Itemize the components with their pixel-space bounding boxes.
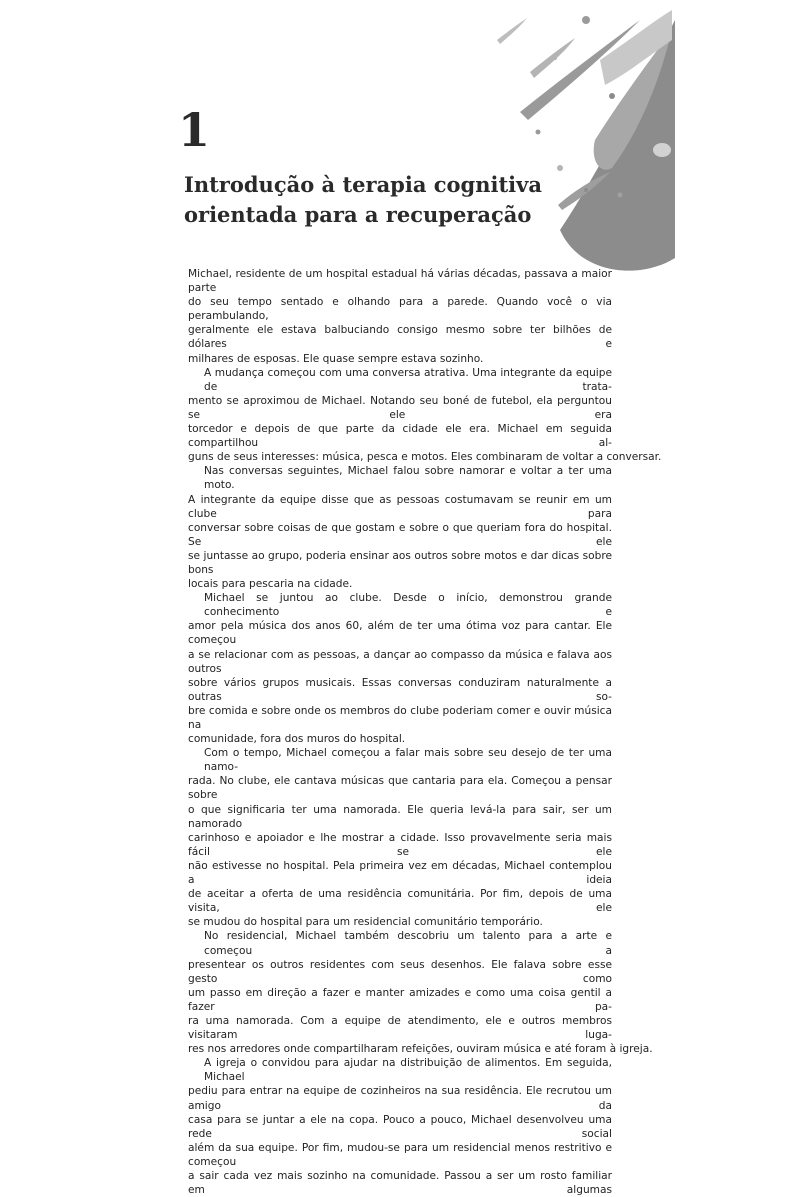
body-line: bre comida e sobre onde os membros do clube poderiam comer e ouvir música na [188, 704, 612, 731]
body-line: a sair cada vez mais sozinho na comunidade. Passou a ser um rosto familiar em algumas [188, 1170, 612, 1197]
body-line: Michael, residente de um hospital estadual há várias décadas, passava a maior parte [188, 268, 612, 295]
chapter-number: 1 [178, 103, 211, 157]
chapter-title [184, 170, 614, 230]
decor-dot [639, 157, 645, 163]
body-line: res nos arredores onde compartilharam refeições, ouviram música e até foram à igreja. [188, 1043, 653, 1056]
body-line: A mudança começou com uma conversa atrativa. Uma integrante da equipe de trata- [204, 366, 612, 393]
body-line: Michael se juntou ao clube. Desde o início, demonstrou grande conhecimento e [204, 592, 612, 619]
body-line: a se relacionar com as pessoas, a dançar ao compasso da música e falava aos outros [188, 648, 612, 675]
body-line: conversar sobre coisas de que gostam e sobre o que queriam fora do hospital. Se ele [188, 521, 612, 548]
body-line: sobre vários grupos musicais. Essas conversas conduziram naturalmente a outras so- [188, 676, 612, 703]
body-line: rada. No clube, ele cantava músicas que cantaria para ela. Começou a pensar sobre [188, 775, 612, 802]
body-line: um passo em direção a fazer e manter amizades e como uma coisa gentil a fazer pa- [188, 986, 612, 1013]
chapter-title-line: orientada para a recuperação [184, 202, 532, 227]
decor-dot [618, 193, 623, 198]
body-line: guns de seus interesses: música, pesca e motos. Eles combinaram de voltar a conversar. [188, 451, 662, 464]
body-line: carinhoso e apoiador e lhe mostrar a cidade. Isso provavelmente seria mais fácil se ele [188, 831, 612, 858]
body-line: ra uma namorada. Com a equipe de atendimento, ele e outros membros visitaram luga- [188, 1014, 612, 1042]
brush-stroke-tiny [497, 18, 527, 44]
body-line: Com o tempo, Michael começou a falar mais sobre seu desejo de ter uma namo- [204, 747, 612, 774]
body-text [188, 267, 662, 1197]
body-line: o que significaria ter uma namorada. Ele queria levá-la para sair, ser um namorado [188, 803, 612, 830]
body-line: geralmente ele estava balbuciando consigo mesmo sobre ter bilhões de dólares e [188, 324, 612, 351]
body-line: A integrante da equipe disse que as pessoas costumavam se reunir em um clube para [188, 493, 612, 520]
body-line: Nas conversas seguintes, Michael falou sobre namorar e voltar a ter uma moto. [204, 465, 612, 492]
body-line: pediu para entrar na equipe de cozinheiros na sua residência. Ele recrutou um amigo da [188, 1085, 612, 1112]
body-line: comunidade, fora dos muros do hospital. [188, 733, 406, 746]
body-line: No residencial, Michael também descobriu um talento para a arte e começou a [204, 930, 612, 957]
decor-dot [609, 93, 615, 99]
body-line: locais para pescaria na cidade. [188, 578, 353, 591]
body-line: do seu tempo sentado e olhando para a parede. Quando você o via perambulando, [188, 296, 612, 323]
body-line: presentear os outros residentes com seus desenhos. Ele falava sobre esse gesto como [188, 958, 612, 985]
body-line: se juntasse ao grupo, poderia ensinar aos outros sobre motos e dar dicas sobre bons [188, 549, 612, 576]
body-line: de aceitar a oferta de uma residência comunitária. Por fim, depois de uma visita, ele [188, 888, 612, 915]
chapter-title-line: Introdução à terapia cognitiva [184, 172, 542, 197]
brush-stroke-short [530, 38, 575, 78]
body-line: mento se aproximou de Michael. Notando seu boné de futebol, ela perguntou se ele era [188, 394, 612, 421]
body-line: A igreja o convidou para ajudar na distribuição de alimentos. Em seguida, Michael [204, 1057, 612, 1084]
body-line: além da sua equipe. Por fim, mudou-se para um residencial menos restritivo e começou [188, 1141, 612, 1168]
body-line: amor pela música dos anos 60, além de ter uma ótima voz para cantar. Ele começou [188, 620, 612, 647]
body-line: casa para se juntar a ele na copa. Pouco a pouco, Michael desenvolveu uma rede social [188, 1113, 612, 1140]
decor-dot [553, 56, 557, 60]
body-line: torcedor e depois de que parte da cidade ele era. Michael em seguida compartilhou al- [188, 423, 612, 450]
decor-dot [582, 16, 590, 24]
body-line: não estivesse no hospital. Pela primeira vez em décadas, Michael contemplou a ideia [188, 859, 612, 887]
decor-dot [536, 130, 541, 135]
body-line: milhares de esposas. Ele quase sempre estava sozinho. [188, 352, 484, 365]
decor-dot [653, 143, 671, 157]
body-line: se mudou do hospital para um residencial comunitário temporário. [188, 916, 543, 929]
